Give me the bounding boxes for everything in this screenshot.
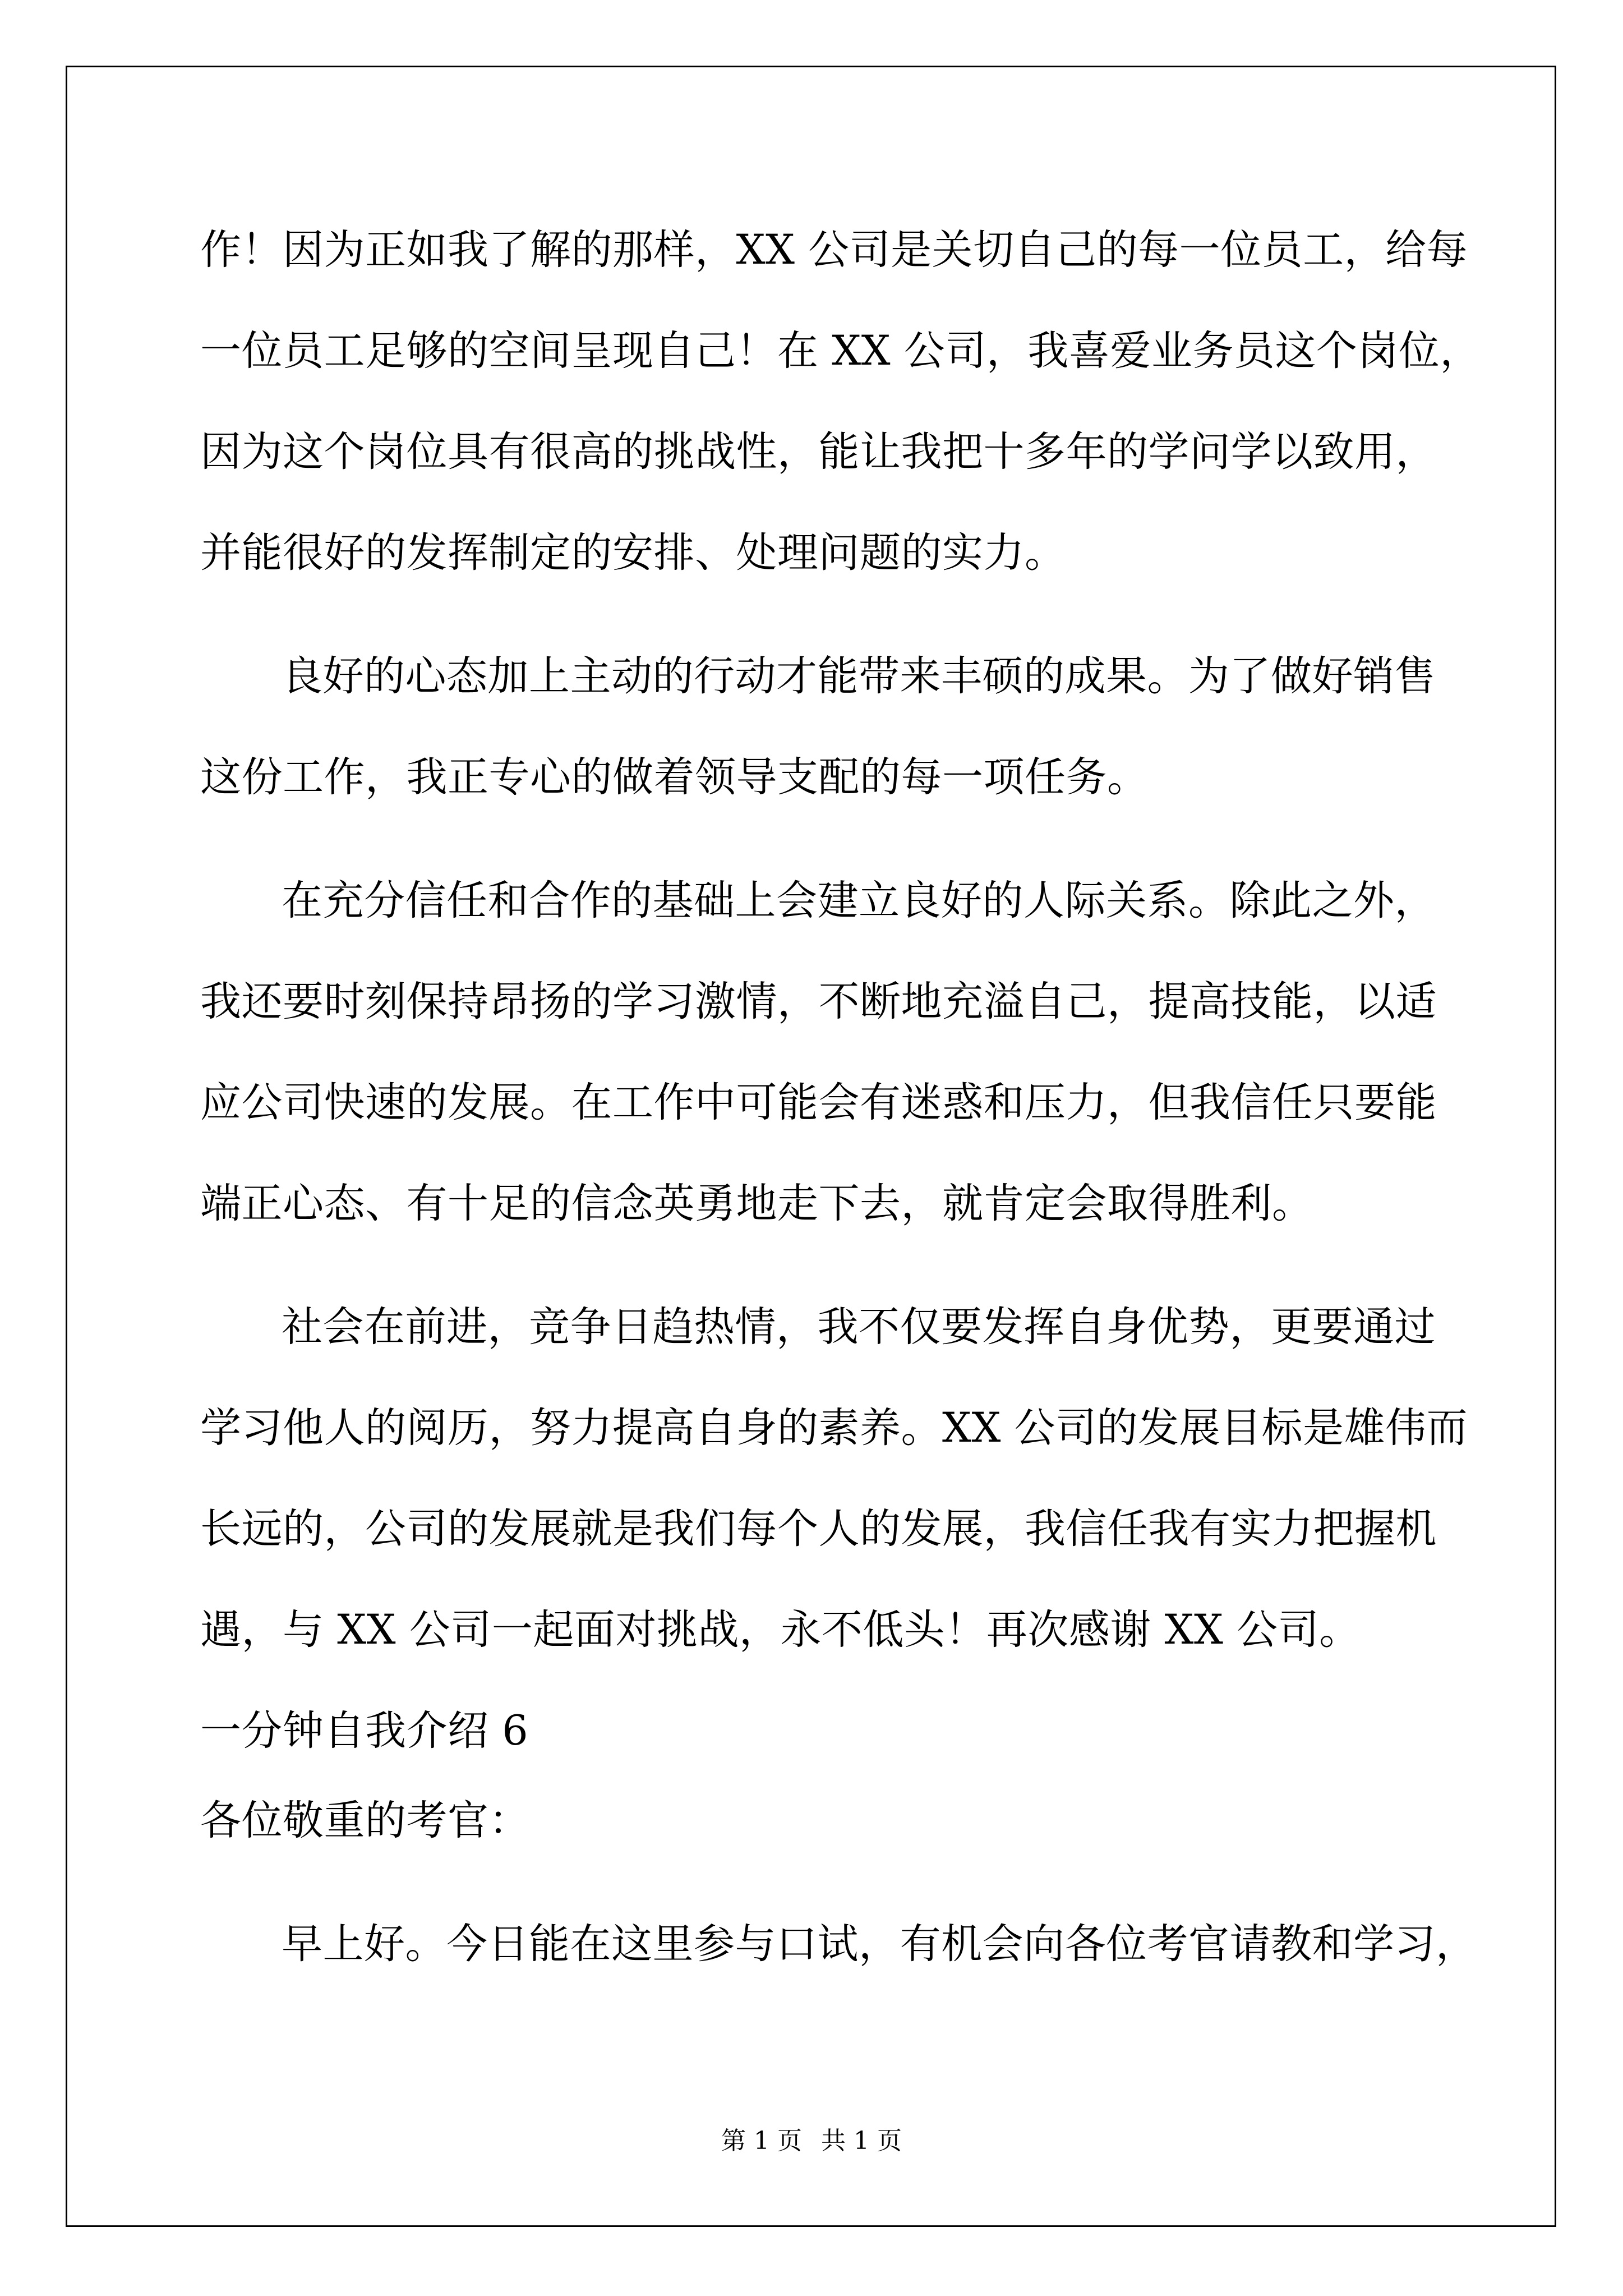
text-line: 长远的，公司的发展就是我们每个人的发展，我信任我有实力把握机 — [200, 1505, 1437, 1553]
paragraph-start: 在充分信任和合作的基础上会建立良好的人际关系。除此之外， — [282, 877, 1436, 924]
text-line: 学习他人的阅历，努力提高自身的素养。XX 公司的发展目标是雄伟而 — [200, 1404, 1468, 1452]
paragraph-start: 早上好。今日能在这里参与口试，有机会向各位考官请教和学习， — [282, 1920, 1477, 1968]
paragraph-start: 社会在前进，竞争日趋热情，我不仅要发挥自身优势，更要通过 — [282, 1303, 1436, 1351]
salutation: 各位敬重的考官： — [200, 1797, 530, 1844]
section-heading: 一分钟自我介绍 6 — [200, 1707, 529, 1755]
text-line: 遇，与 XX 公司一起面对挑战，永不低头！再次感谢 XX 公司。 — [200, 1606, 1361, 1654]
text-line: 端正心态、有十足的信念英勇地走下去，就肯定会取得胜利。 — [200, 1180, 1313, 1227]
page-total: 共 1 页 — [821, 2127, 902, 2155]
text-line: 这份工作，我正专心的做着领导支配的每一项任务。 — [200, 753, 1149, 801]
text-line: 作！因为正如我了解的那样，XX 公司是关切自己的每一位员工，给每 — [200, 226, 1468, 274]
text-line: 应公司快速的发展。在工作中可能会有迷惑和压力，但我信任只要能 — [200, 1079, 1437, 1126]
page-number: 第 1 页 — [721, 2127, 802, 2155]
text-line: 我还要时刻保持昂扬的学习激情，不断地充溢自己，提高技能，以适 — [200, 978, 1437, 1025]
text-line: 并能很好的发挥制定的安排、处理问题的实力。 — [200, 529, 1066, 577]
page-footer — [0, 2120, 1623, 2156]
text-line: 一位员工足够的空间呈现自己！在 XX 公司，我喜爱业务员这个岗位， — [200, 327, 1481, 375]
paragraph-start: 良好的心态加上主动的行动才能带来丰硕的成果。为了做好销售 — [282, 652, 1436, 700]
text-line: 因为这个岗位具有很高的挑战性，能让我把十多年的学问学以致用， — [200, 428, 1437, 476]
